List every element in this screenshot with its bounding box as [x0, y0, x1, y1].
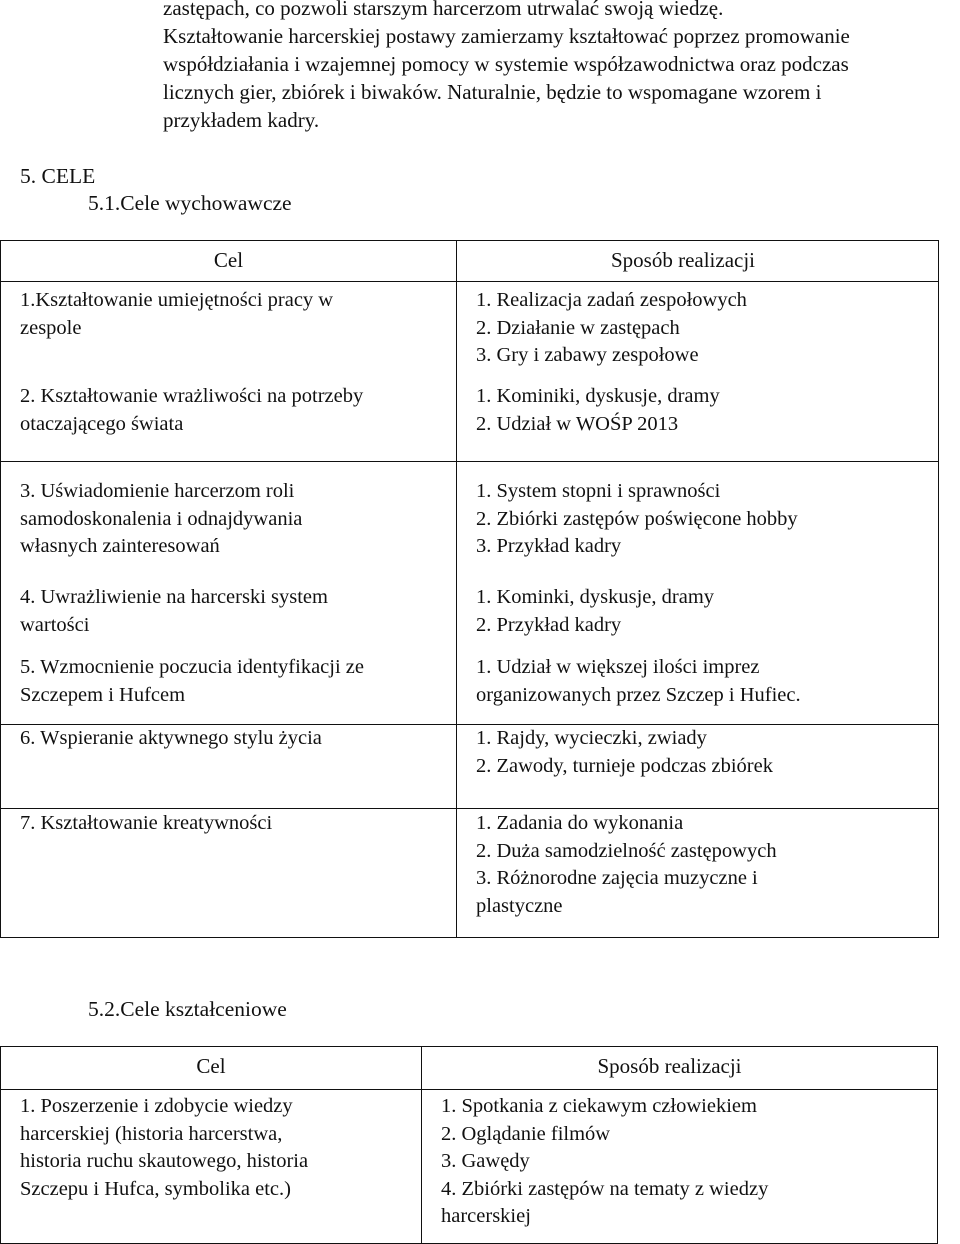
method-line: 3. Gry i zabawy zespołowe	[476, 344, 699, 366]
goal-line: harcerskiej (historia harcerstwa,	[20, 1122, 283, 1145]
intro-paragraph	[163, 0, 958, 134]
method-line: 1. Rajdy, wycieczki, zwiady	[476, 727, 707, 749]
intro-line: Kształtowanie harcerskiej postawy zamierzamy kształtować poprzez promowanie	[163, 24, 850, 48]
method-line: organizowanych przez Szczep i Hufiec.	[476, 683, 801, 706]
goal-line: 4. Uwrażliwienie na harcerski system	[20, 586, 328, 608]
method-line: 1. Kominiki, dyskusje, dramy	[476, 385, 720, 407]
row-divider	[1, 461, 938, 462]
goal-line: historia ruchu skautowego, historia	[20, 1150, 309, 1172]
goal-line: wartości	[20, 613, 90, 636]
subsection-title-educational: 5.1.Cele wychowawcze	[88, 191, 292, 215]
method-line: 4. Zbiórki zastępów na tematy z wiedzy	[441, 1177, 769, 1200]
method-line: 3. Różnorodne zajęcia muzyczne i	[476, 867, 758, 889]
intro-line: zastępach, co pozwoli starszym harcerzom utrwalać swoją wiedzę.	[163, 0, 724, 20]
method-line: 2. Zawody, turnieje podczas zbiórek	[476, 754, 773, 777]
goals-table-learning	[0, 1046, 938, 1244]
goal-line: Szczepu i Hufca, symbolika etc.)	[20, 1177, 291, 1200]
header-divider	[1, 281, 938, 282]
goal-cell	[20, 725, 322, 753]
goal-line: Szczepem i Hufcem	[20, 683, 186, 706]
goal-line: 1. Poszerzenie i zdobycie wiedzy	[20, 1095, 293, 1117]
method-cell	[476, 725, 773, 780]
subsection-title-learning: 5.2.Cele kształceniowe	[88, 997, 287, 1021]
method-line: 2. Udział w WOŚP 2013	[476, 412, 679, 435]
method-line: 2. Duża samodzielność zastępowych	[476, 839, 777, 862]
goal-cell	[20, 478, 302, 561]
goal-line: 6. Wspieranie aktywnego stylu życia	[20, 727, 322, 749]
method-line: 1. Realizacja zadań zespołowych	[476, 289, 747, 311]
method-line: 1. Zadania do wykonania	[476, 812, 684, 834]
goals-table-educational	[0, 240, 939, 938]
goal-line: 2. Kształtowanie wrażliwości na potrzeby	[20, 385, 364, 407]
goal-cell	[20, 654, 364, 709]
method-cell	[476, 654, 801, 709]
goal-line: samodoskonalenia i odnajdywania	[20, 507, 303, 530]
method-cell	[441, 1093, 768, 1231]
goal-line: otaczającego świata	[20, 412, 184, 435]
method-line: 3. Gawędy	[441, 1150, 530, 1172]
header-goal: Cel	[213, 248, 244, 272]
goal-line: 3. Uświadomienie harcerzom roli	[20, 480, 295, 502]
method-line: 1. System stopni i sprawności	[476, 480, 721, 502]
method-line: 1. Spotkania z ciekawym człowiekiem	[441, 1095, 757, 1117]
goal-cell	[20, 584, 328, 639]
method-line: plastyczne	[476, 894, 563, 917]
goal-line: 1.Kształtowanie umiejętności pracy w	[20, 289, 334, 311]
header-method: Sposób realizacji	[610, 248, 756, 272]
goal-line: 5. Wzmocnienie poczucia identyfikacji ze	[20, 656, 364, 678]
goal-cell	[20, 287, 333, 342]
goal-line: własnych zainteresowań	[20, 535, 220, 557]
row-divider	[1, 808, 938, 809]
method-cell	[476, 287, 747, 370]
goal-line: zespole	[20, 316, 82, 339]
method-cell	[476, 383, 720, 438]
method-line: harcerskiej	[441, 1205, 531, 1227]
intro-line: licznych gier, zbiórek i biwaków. Naturalnie, będzie to wspomagane wzorem i	[163, 80, 822, 104]
method-cell	[476, 810, 777, 920]
method-line: 1. Udział w większej ilości imprez	[476, 656, 760, 678]
goal-cell	[20, 383, 363, 438]
method-line: 2. Działanie w zastępach	[476, 316, 680, 339]
method-cell	[476, 478, 798, 561]
method-line: 2. Oglądanie filmów	[441, 1122, 611, 1145]
method-cell	[476, 584, 714, 639]
header-divider	[1, 1089, 937, 1090]
method-line: 2. Przykład kadry	[476, 613, 622, 636]
header-method: Sposób realizacji	[597, 1054, 742, 1078]
method-line: 3. Przykład kadry	[476, 535, 622, 557]
column-divider	[456, 241, 457, 937]
method-line: 2. Zbiórki zastępów poświęcone hobby	[476, 507, 798, 530]
goal-cell	[20, 1093, 308, 1203]
intro-line: współdziałania i wzajemnej pomocy w systemie współzawodnictwa oraz podczas	[163, 52, 849, 76]
header-goal: Cel	[196, 1054, 226, 1078]
intro-line: przykładem kadry.	[163, 108, 320, 132]
goal-cell	[20, 810, 272, 838]
method-line: 1. Kominki, dyskusje, dramy	[476, 586, 715, 608]
goal-line: 7. Kształtowanie kreatywności	[20, 812, 273, 834]
section-title: 5. CELE	[20, 164, 96, 188]
